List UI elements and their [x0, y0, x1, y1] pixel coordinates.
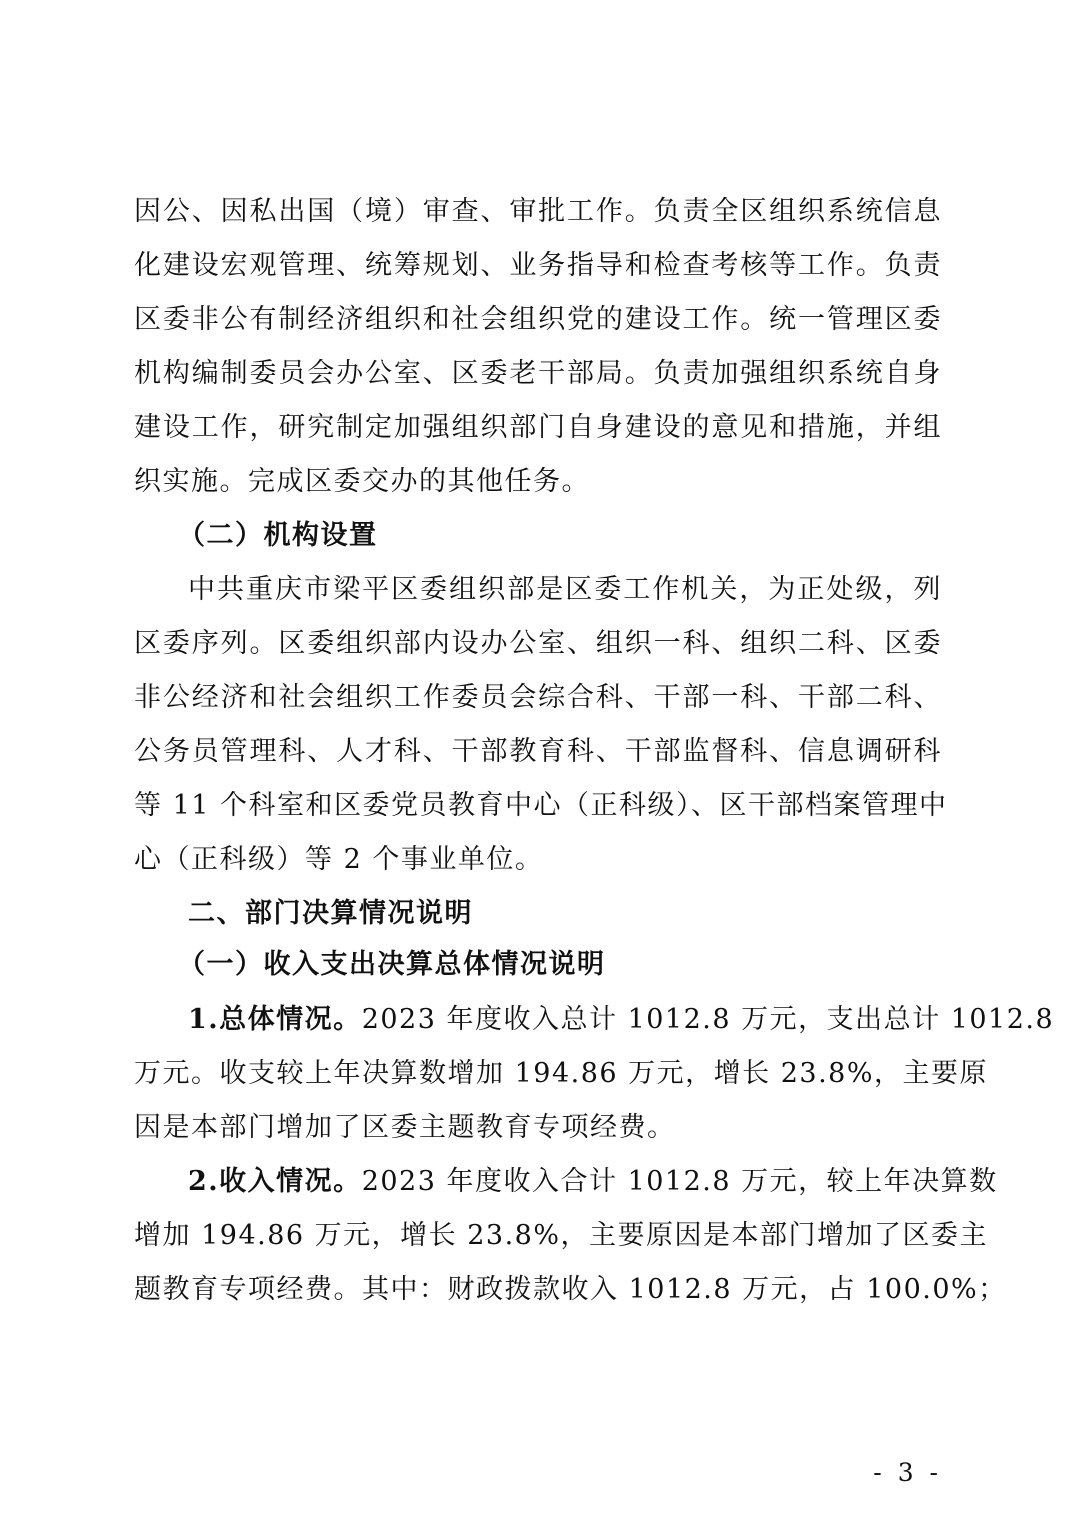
paragraph-text: 2023 年度收入合计 1012.8 万元，较上年决算数 [361, 1166, 998, 1197]
paragraph-line: 机构编制委员会办公室、区委老干部局。负责加强组织系统自身 [134, 358, 942, 389]
paragraph-line: 化建设宏观管理、统筹规划、业务指导和检查考核等工作。负责 [134, 250, 942, 281]
paragraph-line: 等 11 个科室和区委党员教育中心（正科级）、区干部档案管理中 [134, 790, 948, 821]
paragraph-line: 因公、因私出国（境）审查、审批工作。负责全区组织系统信息 [134, 196, 942, 227]
paragraph-line: 心（正科级）等 2 个事业单位。 [134, 844, 544, 875]
paragraph-line: 非公经济和社会组织工作委员会综合科、干部一科、干部二科、 [134, 682, 942, 713]
paragraph-line: 区委非公有制经济组织和社会组织党的建设工作。统一管理区委 [134, 304, 942, 335]
paragraph-line: 区委序列。区委组织部内设办公室、组织一科、组织二科、区委 [134, 628, 942, 659]
paragraph-line: 中共重庆市梁平区委组织部是区委工作机关，为正处级，列 [188, 574, 942, 605]
paragraph-line: 公务员管理科、人才科、干部教育科、干部监督科、信息调研科 [134, 736, 942, 767]
paragraph-line: 增加 194.86 万元，增长 23.8%，主要原因是本部门增加了区委主 [134, 1220, 988, 1251]
paragraph-line: 建设工作，研究制定加强组织部门自身建设的意见和措施，并组 [134, 412, 942, 443]
paragraph-line: 万元。收支较上年决算数增加 194.86 万元，增长 23.8%，主要原 [134, 1058, 988, 1089]
paragraph-line [188, 1000, 1055, 1040]
subsection-heading: （二）机构设置 [178, 520, 378, 551]
paragraph-lead: 1.总体情况。 [188, 1004, 362, 1035]
paragraph-lead: 2.收入情况。 [188, 1166, 362, 1197]
paragraph-line: 因是本部门增加了区委主题教育专项经费。 [134, 1112, 676, 1143]
paragraph-line: 织实施。完成区委交办的其他任务。 [134, 466, 590, 497]
subsection-heading: （一）收入支出决算总体情况说明 [178, 949, 606, 980]
page-number: - 3 - [873, 1458, 942, 1487]
paragraph-line: 题教育专项经费。其中：财政拨款收入 1012.8 万元，占 100.0%； [134, 1274, 1007, 1305]
paragraph-line [188, 1162, 998, 1202]
section-heading: 二、部门决算情况说明 [188, 898, 473, 929]
paragraph-text: 2023 年度收入总计 1012.8 万元，支出总计 1012.8 [361, 1004, 1055, 1035]
